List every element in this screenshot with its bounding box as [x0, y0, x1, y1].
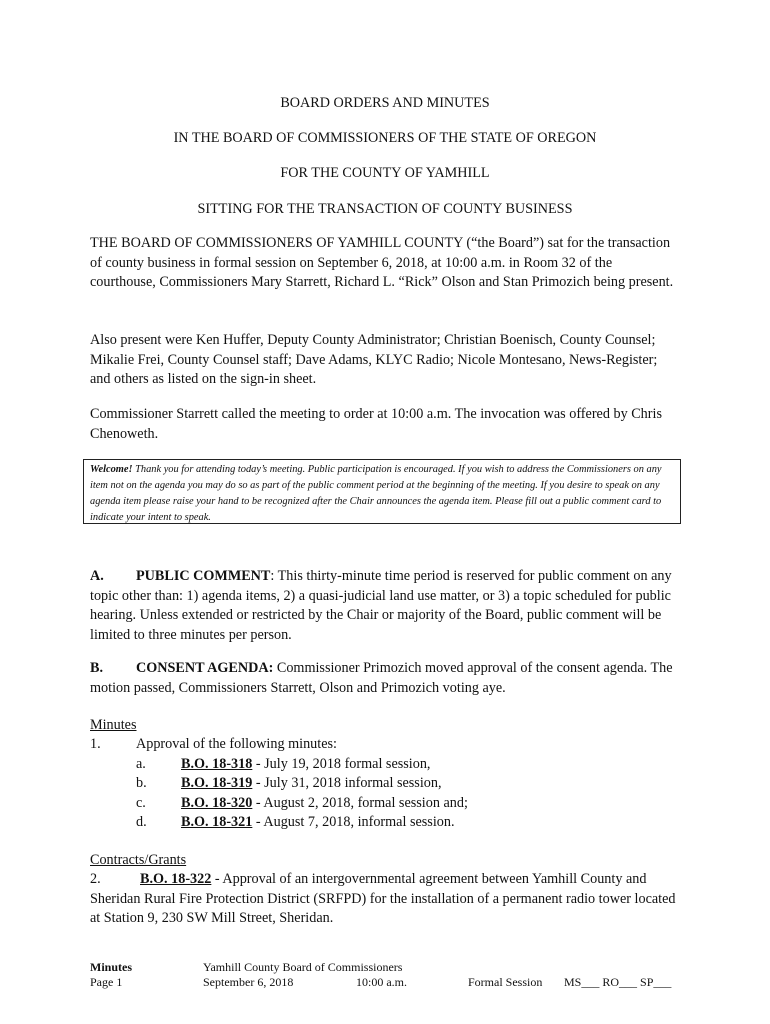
section-b-text: Commissioner Primozich moved approval of the consent agenda. The motion passed, Commissioners Starrett, Olson and Primozich voting aye. [90, 660, 673, 696]
footer-initials: MS___ RO___ SP___ [564, 975, 672, 989]
footer-date: September 6, 2018 [203, 975, 294, 989]
welcome-lead: Welcome! [90, 464, 133, 475]
section-a-letter: A. [90, 568, 104, 584]
footer-label: Minutes [90, 960, 132, 974]
minutes-entry-b: B.O. 18-319 - July 31, 2018 informal session, [181, 775, 442, 791]
minutes-item-number: 1. [90, 736, 101, 752]
contracts-heading: Contracts/Grants [90, 852, 187, 868]
contracts-item-number: 2. [90, 871, 101, 887]
header-county: FOR THE COUNTY OF YAMHILL [280, 165, 490, 181]
minutes-heading: Minutes [90, 717, 137, 733]
minutes-letter-c: c. [136, 795, 146, 811]
footer-session: Formal Session [468, 975, 543, 989]
section-b-letter: B. [90, 660, 104, 676]
footer-page-number: Page 1 [90, 975, 123, 989]
header-board-state: IN THE BOARD OF COMMISSIONERS OF THE STATE OF OREGON [173, 130, 597, 146]
board-order-link[interactable]: B.O. 18-320 [181, 795, 253, 811]
minutes-intro: Approval of the following minutes: [136, 736, 337, 752]
footer-time: 10:00 a.m. [356, 975, 407, 989]
minutes-entry-a: B.O. 18-318 - July 19, 2018 formal session, [181, 756, 431, 772]
section-a-text: : This thirty-minute time period is reserved for public comment on any topic other than: 1) agenda items, 2) a quasi-judicial land use matter, or 3) a topic scheduled for public hearing. Unless extended or restricted by the Chair or majority of the Board, public comment will be limited to three minutes per person. [90, 568, 672, 643]
intro-paragraph-present: Also present were Ken Huffer, Deputy County Administrator; Christian Boenisch, County Counsel; Mikalie Frei, County Counsel staff; Dave Adams, KLYC Radio; Nicole Montesano, News-Register; and others as listed on the sign-in sheet. [90, 332, 658, 387]
section-a-heading: PUBLIC COMMENT [136, 568, 271, 584]
board-order-link[interactable]: B.O. 18-322 [140, 871, 212, 887]
section-b-heading: CONSENT AGENDA: [136, 660, 274, 676]
minutes-entry-d: B.O. 18-321 - August 7, 2018, informal session. [181, 814, 455, 830]
contracts-item-2: 2. B.O. 18-322 - Approval of an intergovernmental agreement between Yamhill County and Sheridan Rural Fire Protection District (SRFPD) for the installation of a permanent radio tower located at Station 9, 230 SW Mill Street, Sheridan. [90, 871, 676, 926]
section-b-consent-agenda [90, 659, 680, 698]
welcome-notice-box [83, 459, 681, 524]
intro-paragraph-board: THE BOARD OF COMMISSIONERS OF YAMHILL COUNTY (“the Board”) sat for the transaction of county business in formal session on September 6, 2018, at 10:00 a.m. in Room 32 of the courthouse, Commissioners Mary Starrett, Richard L. “Rick” Olson and Stan Primozich being present. [90, 235, 674, 290]
welcome-text: Thank you for attending today’s meeting. Public participation is encouraged. If you wish to address the Commissioners on any item not on the agenda you may do so as part of the public comment period at the beginning of the meeting. If you desire to speak on any agenda item please raise your hand to be recognized after the Chair announces the agenda item. Please fill out a public comment card to indicate your intent to speak. [90, 464, 662, 523]
board-order-link[interactable]: B.O. 18-321 [181, 814, 253, 830]
minutes-letter-b: b. [136, 775, 147, 791]
minutes-letter-d: d. [136, 814, 147, 830]
board-order-link[interactable]: B.O. 18-318 [181, 756, 253, 772]
header-sitting: SITTING FOR THE TRANSACTION OF COUNTY BUSINESS [197, 201, 573, 217]
header-title: BOARD ORDERS AND MINUTES [280, 95, 490, 111]
board-order-link[interactable]: B.O. 18-319 [181, 775, 253, 791]
footer-organization: Yamhill County Board of Commissioners [203, 960, 403, 974]
minutes-entry-c: B.O. 18-320 - August 2, 2018, formal session and; [181, 795, 468, 811]
intro-paragraph-call-to-order: Commissioner Starrett called the meeting to order at 10:00 a.m. The invocation was offered by Chris Chenoweth. [90, 406, 662, 442]
section-a-public-comment [90, 567, 680, 645]
minutes-letter-a: a. [136, 756, 146, 772]
